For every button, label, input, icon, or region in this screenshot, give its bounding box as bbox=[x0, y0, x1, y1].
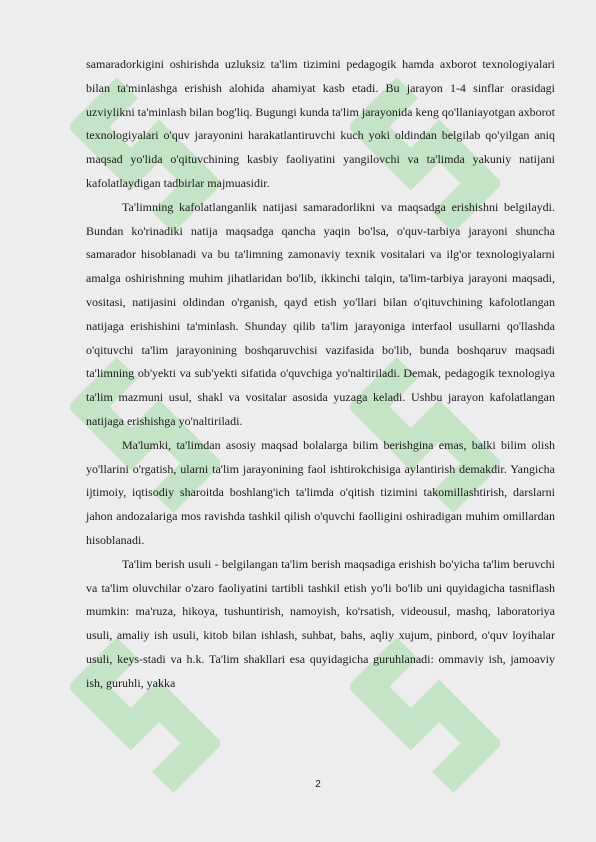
paragraph: Ma'lumki, ta'limdan asosiy maqsad bolalarga bilim berishgina emas, balki bilim olish yo'llarini o'rgatish, ularni ta'lim jarayonining faol ishtirokchisiga aylantirish demakdir. Yangicha ijtimoiy, iqtisodiy sharoitda boshlang'ich ta'limda o'qitish tizimini takomillashtirish, darslarni jahon andozalariga mos ravishda tashkil qilish o'quvchi faolligini oshiradigan muhim omillardan hisoblanadi. bbox=[86, 437, 555, 547]
paragraph: Ta'limning kafolatlanganlik natijasi samaradorlikni va maqsadga erishishni belgilaydi. Bundan ko'rinadiki natija maqsadga qancha yaqin bo'lsa, o'quv-tarbiya jarayoni shuncha samarador hisoblanadi va bu ta'limning zamonaviy texnik vositalari va ilg'or texnologiyalarni amalga oshirishning muhim jihatlaridan bo'lib, ikkinchi talqin, ta'lim-tarbiya jarayoni maqsadi, vositasi, natijasini oldindan o'rganish, qayd etish yo'llari bilan o'qituvchining kafolotlangan natijaga erishishini ta'minlash. Shunday qilib ta'lim jarayoniga interfaol usullarni qo'llashda o'qituvchi ta'lim jarayonining boshqaruvchisi vazifasida bo'lib, bunda boshqaruv maqsadi ta'limning ob'yekti va sub'yekti sifatida o'quvchiga yo'naltiriladi. Demak, pedagogik texnologiya ta'lim mazmuni usul, shakl va vositalar asosida yuzaga keladi. Ushbu jarayon kafolatlangan natijaga erishishga yo'naltiriladi. bbox=[86, 199, 555, 428]
paragraph-continuation: samaradorkigini oshirishda uzluksiz ta'lim tizimini pedagogik hamda axborot texnologiyalari bilan ta'minlashga erishish alohida ahamiyat kasb etadi. Bu jarayon 1-4 sinflar orasidagi uzviylikni ta'minlash bilan bog'liq. Bugungi kunda ta'lim jarayonida keng qo'llaniayotgan axborot texnologiyalari o'quv jarayonini harakatlantiruvchi kuch yoki oldindan belgilab qo'yilgan aniq maqsad yo'lida o'qituvchining kasbiy faoliyatini yangilovchi va ta'limda yakuniy natijani kafolatlaydigan tadbirlar majmuasidir. bbox=[86, 57, 555, 190]
paragraph: Ta'lim berish usuli - belgilangan ta'lim berish maqsadiga erishish bo'yicha ta'lim beruvchi va ta'lim oluvchilar o'zaro faoliyatini tartibli tashkil etish yo'li bo'lib uni quyidagicha tasniflash mumkin: ma'ruza, hikoya, tushuntirish, namoyish, ko'rsatish, videousul, mashq, laboratoriya usuli, amaliy ish usuli, kitob bilan ishlash, suhbat, bahs, aqliy xujum, pinbord, o'quv loyihalar usuli, keys-stadi va h.k. Ta'lim shakllari esa quyidagicha guruhlanadi: ommaviy ish, jamoaviy ish, guruhli, yakka bbox=[86, 556, 555, 690]
page-number: 2 bbox=[315, 779, 321, 790]
document-body bbox=[86, 53, 555, 696]
